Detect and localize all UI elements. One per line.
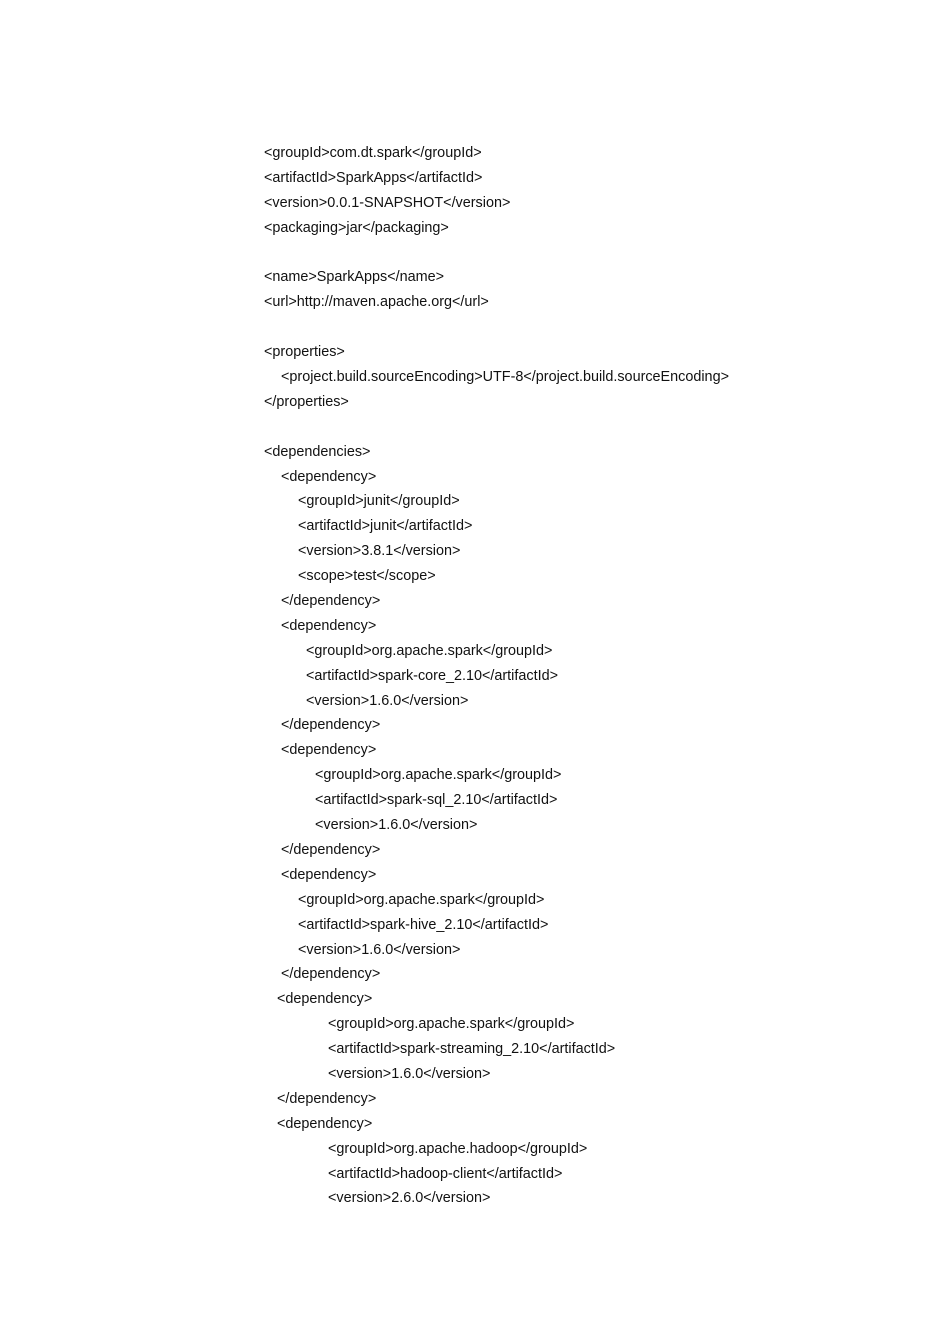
code-line: <artifactId>spark-streaming_2.10</artifactId> [328, 1041, 616, 1058]
code-line: <dependency> [277, 1115, 373, 1132]
code-line: <artifactId>spark-core_2.10</artifactId> [306, 667, 558, 684]
code-line: </dependency> [277, 1090, 377, 1107]
code-line: </dependency> [281, 593, 381, 610]
code-line: <groupId>org.apache.spark</groupId> [298, 891, 545, 908]
code-line: <properties> [264, 344, 345, 361]
blank-line [264, 315, 884, 340]
code-line: <dependency> [281, 742, 377, 759]
code-line: <version>0.0.1-SNAPSHOT</version> [264, 194, 511, 211]
code-line: <version>1.6.0</version> [315, 817, 478, 834]
code-line: <packaging>jar</packaging> [264, 219, 449, 236]
code-line: <dependency> [281, 617, 377, 634]
code-line: <scope>test</scope> [298, 568, 436, 585]
code-line: <artifactId>spark-sql_2.10</artifactId> [315, 792, 558, 809]
code-line: </dependency> [281, 717, 381, 734]
code-line: <version>1.6.0</version> [328, 1065, 491, 1082]
code-line: <dependency> [281, 468, 377, 485]
code-line: <version>1.6.0</version> [306, 692, 469, 709]
code-line: <url>http://maven.apache.org</url> [264, 294, 489, 311]
code-line: <version>3.8.1</version> [298, 543, 461, 560]
code-line: <groupId>org.apache.spark</groupId> [315, 767, 562, 784]
code-line: <artifactId>SparkApps</artifactId> [264, 169, 483, 186]
code-line: <version>1.6.0</version> [298, 941, 461, 958]
code-line: <groupId>com.dt.spark</groupId> [264, 145, 482, 161]
code-line: <artifactId>hadoop-client</artifactId> [328, 1165, 563, 1182]
xml-code-block [264, 141, 884, 1211]
code-line: <project.build.sourceEncoding>UTF-8</project.build.sourceEncoding> [281, 369, 729, 386]
code-line: </dependency> [281, 966, 381, 983]
code-line: </dependency> [281, 841, 381, 858]
code-line: <groupId>junit</groupId> [298, 493, 460, 510]
code-line: <groupId>org.apache.spark</groupId> [328, 1016, 575, 1033]
blank-line [264, 415, 884, 440]
code-line: <dependencies> [264, 443, 371, 460]
code-line: <artifactId>spark-hive_2.10</artifactId> [298, 916, 549, 933]
code-line: <artifactId>junit</artifactId> [298, 518, 473, 535]
code-line: <dependency> [277, 991, 373, 1008]
code-line: <dependency> [281, 866, 377, 883]
code-line: <groupId>org.apache.hadoop</groupId> [328, 1140, 588, 1157]
blank-line [264, 241, 884, 266]
code-line: <name>SparkApps</name> [264, 269, 445, 286]
code-line: </properties> [264, 393, 349, 410]
code-line: <version>2.6.0</version> [328, 1190, 491, 1207]
code-line: <groupId>org.apache.spark</groupId> [306, 642, 553, 659]
